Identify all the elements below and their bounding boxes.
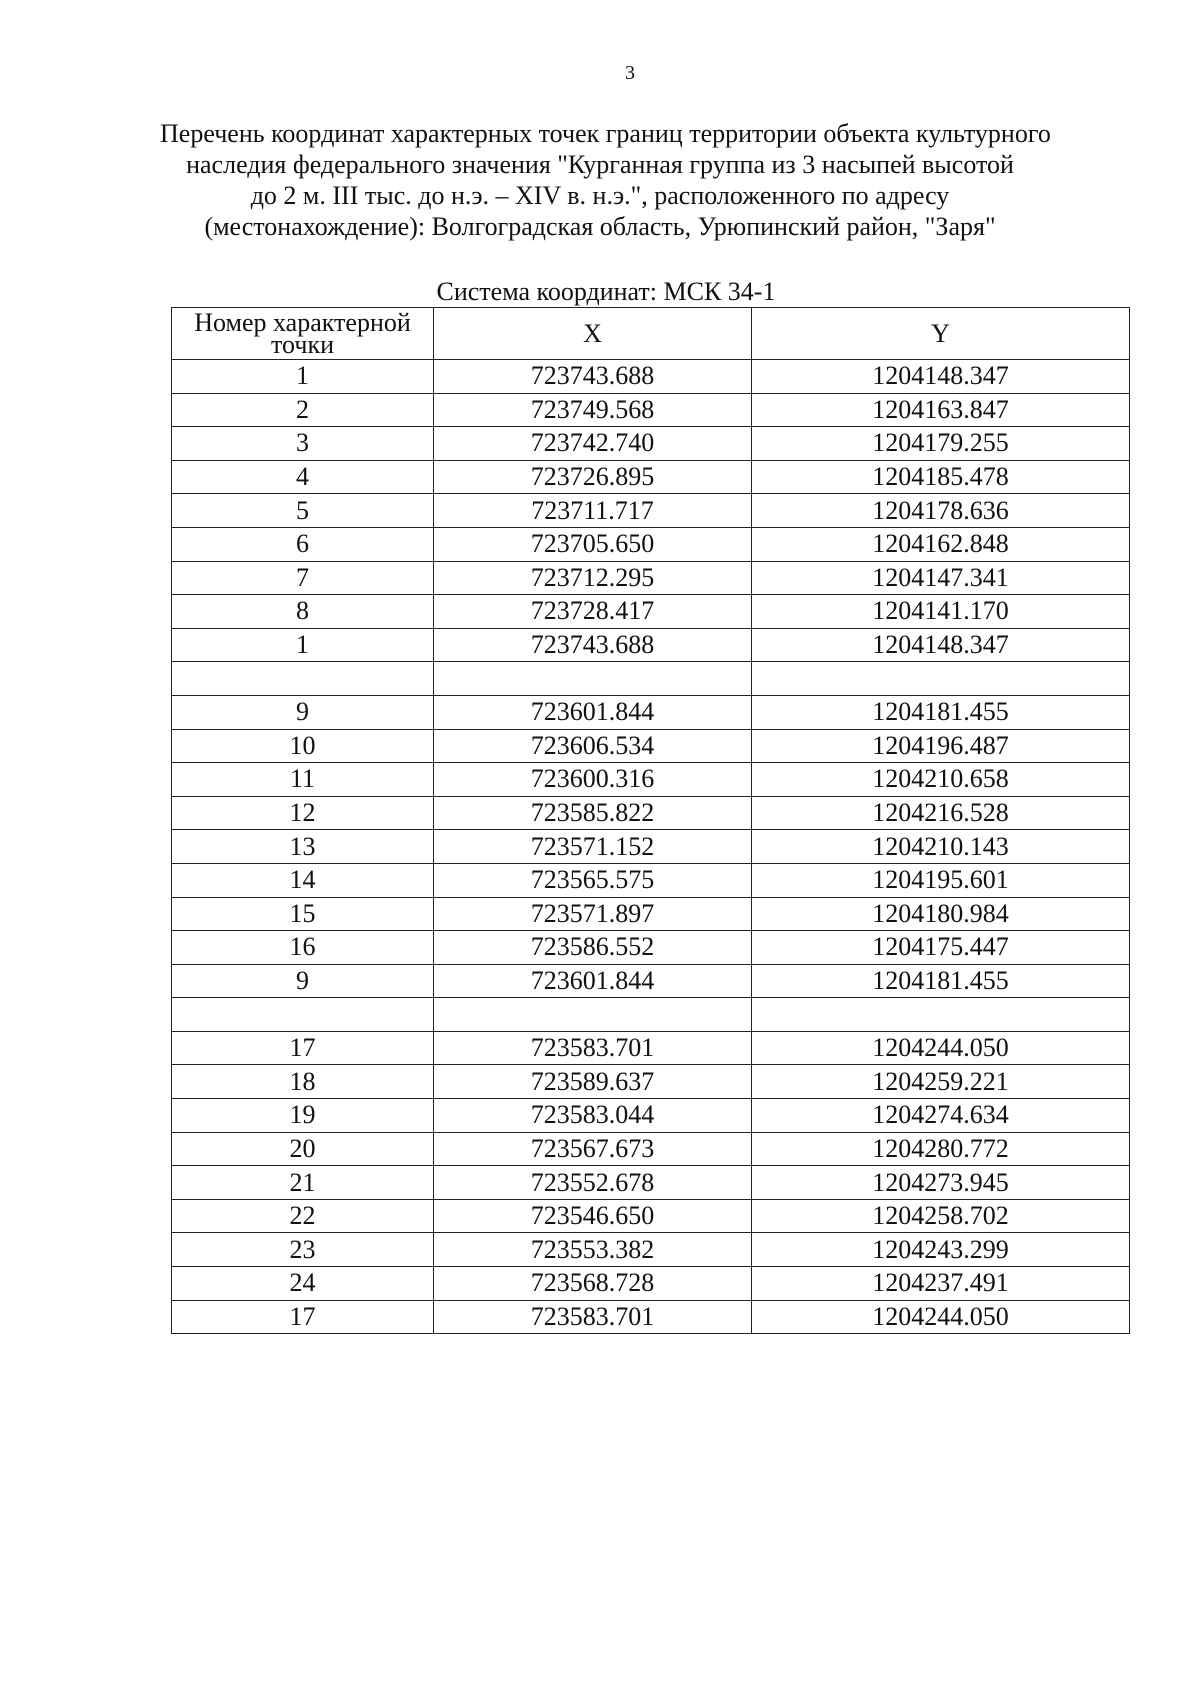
point-number-cell: 6 — [172, 527, 434, 561]
table-row — [172, 662, 1130, 696]
point-number-cell: 15 — [172, 897, 434, 931]
page-number: 3 — [625, 62, 635, 84]
x-coordinate-cell: 723705.650 — [434, 527, 752, 561]
point-number-cell: 8 — [172, 595, 434, 629]
x-coordinate-cell: 723726.895 — [434, 460, 752, 494]
column-header-y: Y — [752, 308, 1130, 360]
y-coordinate-cell: 1204141.170 — [752, 595, 1130, 629]
x-coordinate-cell: 723565.575 — [434, 863, 752, 897]
x-coordinate-cell: 723546.650 — [434, 1199, 752, 1233]
point-number-cell: 5 — [172, 494, 434, 528]
table-row — [172, 393, 1130, 427]
y-coordinate-cell: 1204180.984 — [752, 897, 1130, 931]
coordinates-table — [171, 307, 1130, 1334]
title-line: до 2 м. III тыс. до н.э. – XIV в. н.э.", расположенного по адресу — [250, 181, 950, 210]
x-coordinate-cell: 723743.688 — [434, 360, 752, 394]
table-row — [172, 1065, 1130, 1099]
table-header-row — [172, 308, 1130, 360]
table-row — [172, 695, 1130, 729]
y-coordinate-cell: 1204175.447 — [752, 931, 1130, 965]
x-coordinate-cell: 723585.822 — [434, 796, 752, 830]
table-row — [172, 1267, 1130, 1301]
point-number-cell: 20 — [172, 1132, 434, 1166]
title-line: наследия федерального значения "Курганная группа из 3 насыпей высотой — [186, 150, 1014, 179]
x-coordinate-cell: 723571.152 — [434, 830, 752, 864]
table-row — [172, 796, 1130, 830]
point-number-cell: 24 — [172, 1267, 434, 1301]
point-number-cell: 7 — [172, 561, 434, 595]
table-row — [172, 360, 1130, 394]
x-coordinate-cell: 723589.637 — [434, 1065, 752, 1099]
table-row — [172, 1031, 1130, 1065]
table-row — [172, 460, 1130, 494]
point-number-cell: 21 — [172, 1166, 434, 1200]
table-row — [172, 1166, 1130, 1200]
point-number-cell: 9 — [172, 695, 434, 729]
x-coordinate-cell: 723601.844 — [434, 695, 752, 729]
column-header-x: X — [434, 308, 752, 360]
x-coordinate-cell: 723586.552 — [434, 931, 752, 965]
y-coordinate-cell: 1204181.455 — [752, 695, 1130, 729]
y-coordinate-cell: 1204280.772 — [752, 1132, 1130, 1166]
x-coordinate-cell: 723711.717 — [434, 494, 752, 528]
x-coordinate-cell: 723742.740 — [434, 427, 752, 461]
table-row — [172, 897, 1130, 931]
y-coordinate-cell: 1204274.634 — [752, 1099, 1130, 1133]
title-line: (местонахождение): Волгоградская область, Урюпинский район, "Заря" — [204, 212, 996, 241]
x-coordinate-cell: 723728.417 — [434, 595, 752, 629]
point-number-cell: 10 — [172, 729, 434, 763]
y-coordinate-cell: 1204163.847 — [752, 393, 1130, 427]
y-coordinate-cell: 1204216.528 — [752, 796, 1130, 830]
title-line: Перечень координат характерных точек границ территории объекта культурного — [160, 119, 1051, 148]
point-number-cell: 14 — [172, 863, 434, 897]
y-coordinate-cell: 1204162.848 — [752, 527, 1130, 561]
y-coordinate-cell: 1204237.491 — [752, 1267, 1130, 1301]
point-number-cell — [172, 662, 434, 696]
x-coordinate-cell: 723606.534 — [434, 729, 752, 763]
table-row — [172, 494, 1130, 528]
point-number-cell: 1 — [172, 628, 434, 662]
table-body — [172, 360, 1130, 1334]
table-row — [172, 998, 1130, 1032]
y-coordinate-cell: 1204210.143 — [752, 830, 1130, 864]
table-row — [172, 628, 1130, 662]
column-header-point-number: Номер характерной точки — [172, 308, 434, 360]
y-coordinate-cell: 1204148.347 — [752, 360, 1130, 394]
table-row — [172, 561, 1130, 595]
table-row — [172, 1099, 1130, 1133]
table-row — [172, 1132, 1130, 1166]
table-row — [172, 830, 1130, 864]
x-coordinate-cell: 723583.044 — [434, 1099, 752, 1133]
point-number-cell: 4 — [172, 460, 434, 494]
x-coordinate-cell: 723583.701 — [434, 1300, 752, 1334]
y-coordinate-cell: 1204258.702 — [752, 1199, 1130, 1233]
y-coordinate-cell — [752, 998, 1130, 1032]
table-row — [172, 863, 1130, 897]
point-number-cell: 1 — [172, 360, 434, 394]
point-number-cell — [172, 998, 434, 1032]
table-row — [172, 1233, 1130, 1267]
x-coordinate-cell: 723583.701 — [434, 1031, 752, 1065]
table-row — [172, 964, 1130, 998]
x-coordinate-cell: 723567.673 — [434, 1132, 752, 1166]
y-coordinate-cell: 1204195.601 — [752, 863, 1130, 897]
x-coordinate-cell: 723568.728 — [434, 1267, 752, 1301]
y-coordinate-cell: 1204196.487 — [752, 729, 1130, 763]
point-number-cell: 17 — [172, 1031, 434, 1065]
point-number-cell: 12 — [172, 796, 434, 830]
y-coordinate-cell: 1204179.255 — [752, 427, 1130, 461]
table-row — [172, 595, 1130, 629]
point-number-cell: 17 — [172, 1300, 434, 1334]
point-number-cell: 2 — [172, 393, 434, 427]
x-coordinate-cell: 723749.568 — [434, 393, 752, 427]
x-coordinate-cell: 723571.897 — [434, 897, 752, 931]
point-number-cell: 19 — [172, 1099, 434, 1133]
y-coordinate-cell: 1204243.299 — [752, 1233, 1130, 1267]
table-row — [172, 729, 1130, 763]
x-coordinate-cell — [434, 662, 752, 696]
y-coordinate-cell: 1204148.347 — [752, 628, 1130, 662]
point-number-cell: 22 — [172, 1199, 434, 1233]
y-coordinate-cell: 1204244.050 — [752, 1300, 1130, 1334]
x-coordinate-cell — [434, 998, 752, 1032]
y-coordinate-cell: 1204273.945 — [752, 1166, 1130, 1200]
point-number-cell: 16 — [172, 931, 434, 965]
point-number-cell: 3 — [172, 427, 434, 461]
table-row — [172, 1199, 1130, 1233]
x-coordinate-cell: 723743.688 — [434, 628, 752, 662]
point-number-cell: 11 — [172, 763, 434, 797]
y-coordinate-cell: 1204147.341 — [752, 561, 1130, 595]
point-number-cell: 23 — [172, 1233, 434, 1267]
y-coordinate-cell: 1204185.478 — [752, 460, 1130, 494]
table-row — [172, 931, 1130, 965]
table-row — [172, 763, 1130, 797]
y-coordinate-cell: 1204259.221 — [752, 1065, 1130, 1099]
document-title — [160, 118, 1051, 242]
x-coordinate-cell: 723601.844 — [434, 964, 752, 998]
table-row — [172, 427, 1130, 461]
y-coordinate-cell: 1204181.455 — [752, 964, 1130, 998]
table-row — [172, 1300, 1130, 1334]
point-number-cell: 18 — [172, 1065, 434, 1099]
y-coordinate-cell — [752, 662, 1130, 696]
point-number-cell: 13 — [172, 830, 434, 864]
x-coordinate-cell: 723553.382 — [434, 1233, 752, 1267]
x-coordinate-cell: 723712.295 — [434, 561, 752, 595]
point-number-cell: 9 — [172, 964, 434, 998]
coordinate-system-label: Система координат: МСК 34-1 — [436, 277, 776, 306]
y-coordinate-cell: 1204244.050 — [752, 1031, 1130, 1065]
table-row — [172, 527, 1130, 561]
y-coordinate-cell: 1204178.636 — [752, 494, 1130, 528]
x-coordinate-cell: 723552.678 — [434, 1166, 752, 1200]
x-coordinate-cell: 723600.316 — [434, 763, 752, 797]
y-coordinate-cell: 1204210.658 — [752, 763, 1130, 797]
